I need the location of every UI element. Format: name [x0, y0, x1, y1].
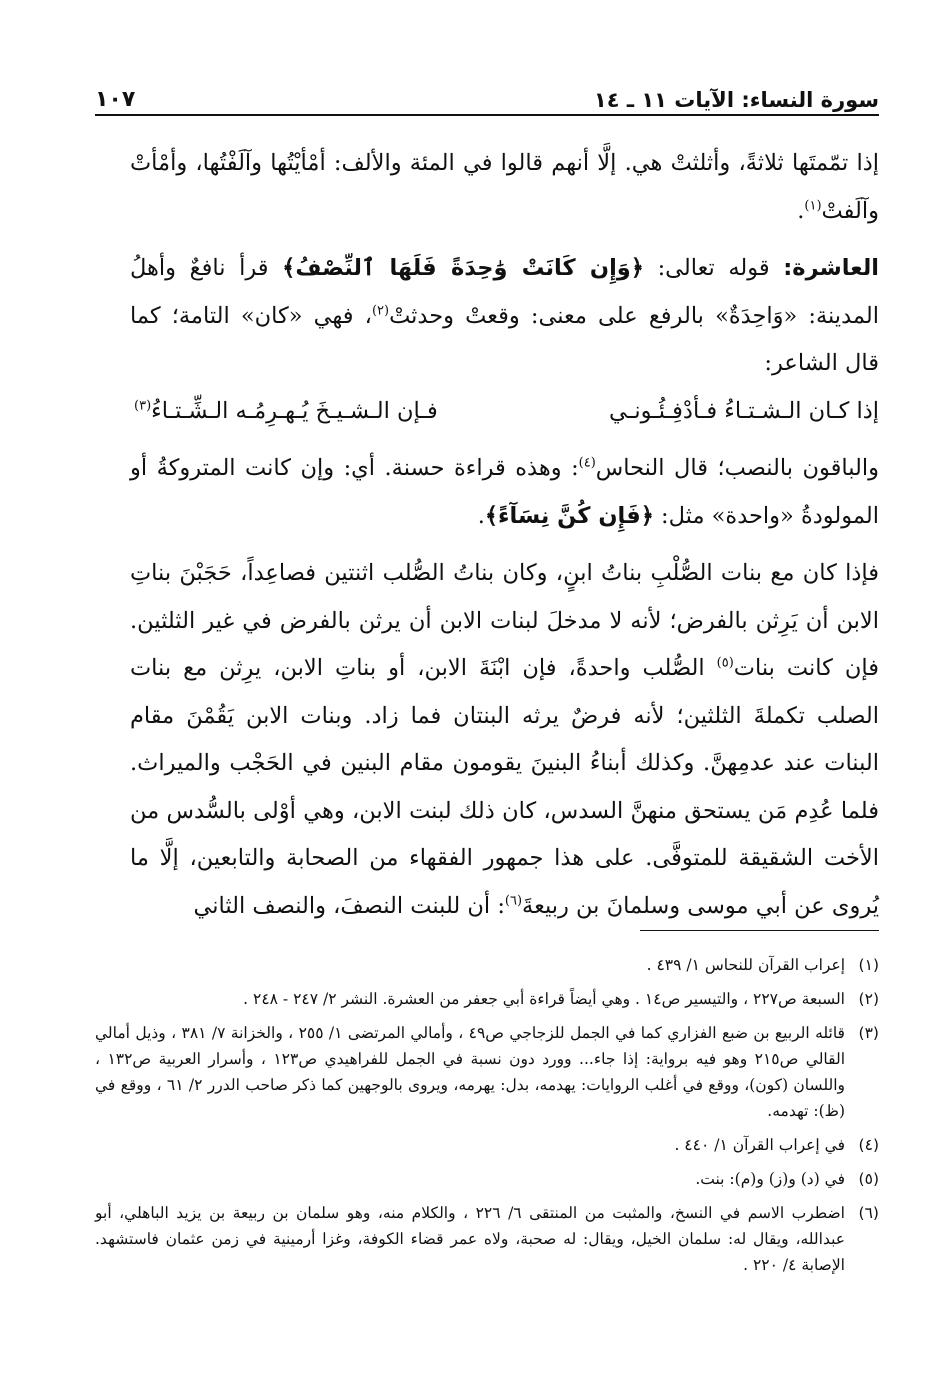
footnote-ref: (٢)	[371, 303, 390, 318]
paragraph-3: والباقون بالنصب؛ قال النحاس$^{(٤)}$: وهذه قراءة حسنة. أي: وإن كانت المتروكةُ أو المولودةُ «واحدة» مثل: ﴿فَإِن كُنَّ نِسَآءً﴾.	[130, 455, 879, 529]
quran-verse: ﴿وَإِن كَانَتْ وَٰحِدَةً فَلَهَا ٱلنِّصْفُ﴾	[282, 255, 644, 281]
header-rule	[95, 114, 879, 116]
page-number: ١٠٧	[95, 87, 136, 112]
footnote: (١)إعراب القرآن للنحاس ١/ ٤٣٩ .	[646, 956, 879, 974]
main-text	[130, 140, 879, 930]
running-header	[95, 72, 879, 112]
footnote-ref: (٥)	[716, 655, 734, 671]
footnote-ref: (٤)	[578, 455, 596, 471]
poem-first-hemistich: إذا كـان الـشـتـاءُ فـأدْفِـئُـونـي	[608, 397, 879, 424]
poem-second-hemistich: فـإن الـشـيـخَ يُـهـرِمُـه الـشِّـتـاءُ$^{(٣)}$	[134, 397, 438, 424]
footnote: (٢)السبعة ص٢٢٧ ، والتيسير ص١٤ . وهي أيضاً قراءة أبي جعفر من العشرة. النشر ٢/ ٢٤٧ - ٢٤٨ .	[243, 990, 879, 1008]
footnote-ref: (٦)	[504, 893, 523, 908]
footnote-ref: (١)	[804, 198, 822, 213]
footnotes	[95, 952, 879, 1286]
poem-verse	[130, 388, 879, 436]
footnote: (٤)في إعراب القرآن ١/ ٤٤٠ .	[674, 1136, 879, 1154]
paragraph-4: فإذا كان مع بنات الصُّلْبِ بناتُ ابنٍ، وكان بناتُ الصُّلب اثنتين فصاعِداً، حَجَبْنَ بناتِ الابن أن يَرِثن بالفرض؛ لأنه لا مدخلَ لبنات الابن أن يرثن بالفرض في غير الثلثين. فإن كانت بنات$^{(٥)}$ الصُّلب واحدةً، فإن ابْنَةَ الابن، أو بناتِ الابن، يرِثن مع بنات الصلب تكملةَ الثلثين؛ لأنه فرضٌ يرثه البنتان فما زاد. وبنات الابن يَقُمْنَ مقام البنات عند عدمِهنَّ. وكذلك أبناءُ البنينَ يقومون مقام البنين في الحَجْب والميراث. فلما عُدِم مَن يستحق منهنَّ السدس، كان ذلك لبنت الابن، وهي أوْلى بالسُّدس من الأخت الشقيقة للمتوفَّى. على هذا جمهور الفقهاء من الصحابة والتابعين، إلَّا ما يُروى عن أبي موسى وسلمانَ بن ربيعةَ$^{(٦)}$: أن للبنت النصفَ، والنصف الثاني	[130, 560, 879, 919]
running-title: سورة النساء: الآيات ١١ ـ ١٤	[593, 88, 879, 112]
footnote: (٣)قائله الربيع بن ضبع الفزاري كما في الجمل للزجاجي ص٤٩ ، وأمالي المرتضى ١/ ٢٥٥ ، والخزانة ٧/ ٣٨١ ، وذيل أمالي القالي ص٢١٥ وهو فيه برواية: إذا جاء... وورد دون نسبة في الجمل للفراهيدي ص١٢٣ ، وأسرار العربية ص١٣٢ ، واللسان (كون)، ووقع في أغلب الروايات: يهدمه، بدل: يهرمه، ويروى بالوجهين كما ذكر صاحب الدرر ٢/ ٦١ ، ووقع في (ظ): تهدمه.	[95, 1024, 879, 1120]
section-lead: العاشرة:	[783, 255, 880, 281]
footnote: (٥)في (د) و(ز) و(م): بنت.	[695, 1170, 879, 1188]
paragraph-1: إذا تمّمتَها ثلاثةً، وأثلثتْ هي. إلَّا أنهم قالوا في المئة والألف: أمْأيْتُها وآلَفْتُها، وأمْأتْ وآلَفتْ$^{(١)}$.	[130, 150, 879, 224]
quran-verse: ﴿فَإِن كُنَّ نِسَآءً﴾	[484, 502, 654, 529]
footnote-ref: (٣)	[134, 398, 152, 413]
paragraph-2: العاشرة: قوله تعالى: ﴿وَإِن كَانَتْ وَٰحِدَةً فَلَهَا ٱلنِّصْفُ﴾ قرأ نافعٌ وأهلُ المدينة: «وَاحِدَةٌ» بالرفع على معنى: وقعتْ وحدثتْ$^{(٢)}$، فهي «كان» التامة؛ كما قال الشاعر:	[130, 255, 880, 376]
footnote: (٦)اضطرب الاسم في النسخ، والمثبت من المنتقى ٦/ ٢٢٦ ، والكلام منه، وهو سلمان بن ربيعة بن يزيد الباهلي، أبو عبدالله، ويقال له: سلمان الخيل، ويقال: له صحبة، ولاه عمر قضاء الكوفة، وغزا أرمينية في زمن عثمان فاستشهد. الإصابة ٤/ ٢٢٠ .	[95, 1204, 879, 1274]
footnote-rule	[640, 930, 879, 931]
